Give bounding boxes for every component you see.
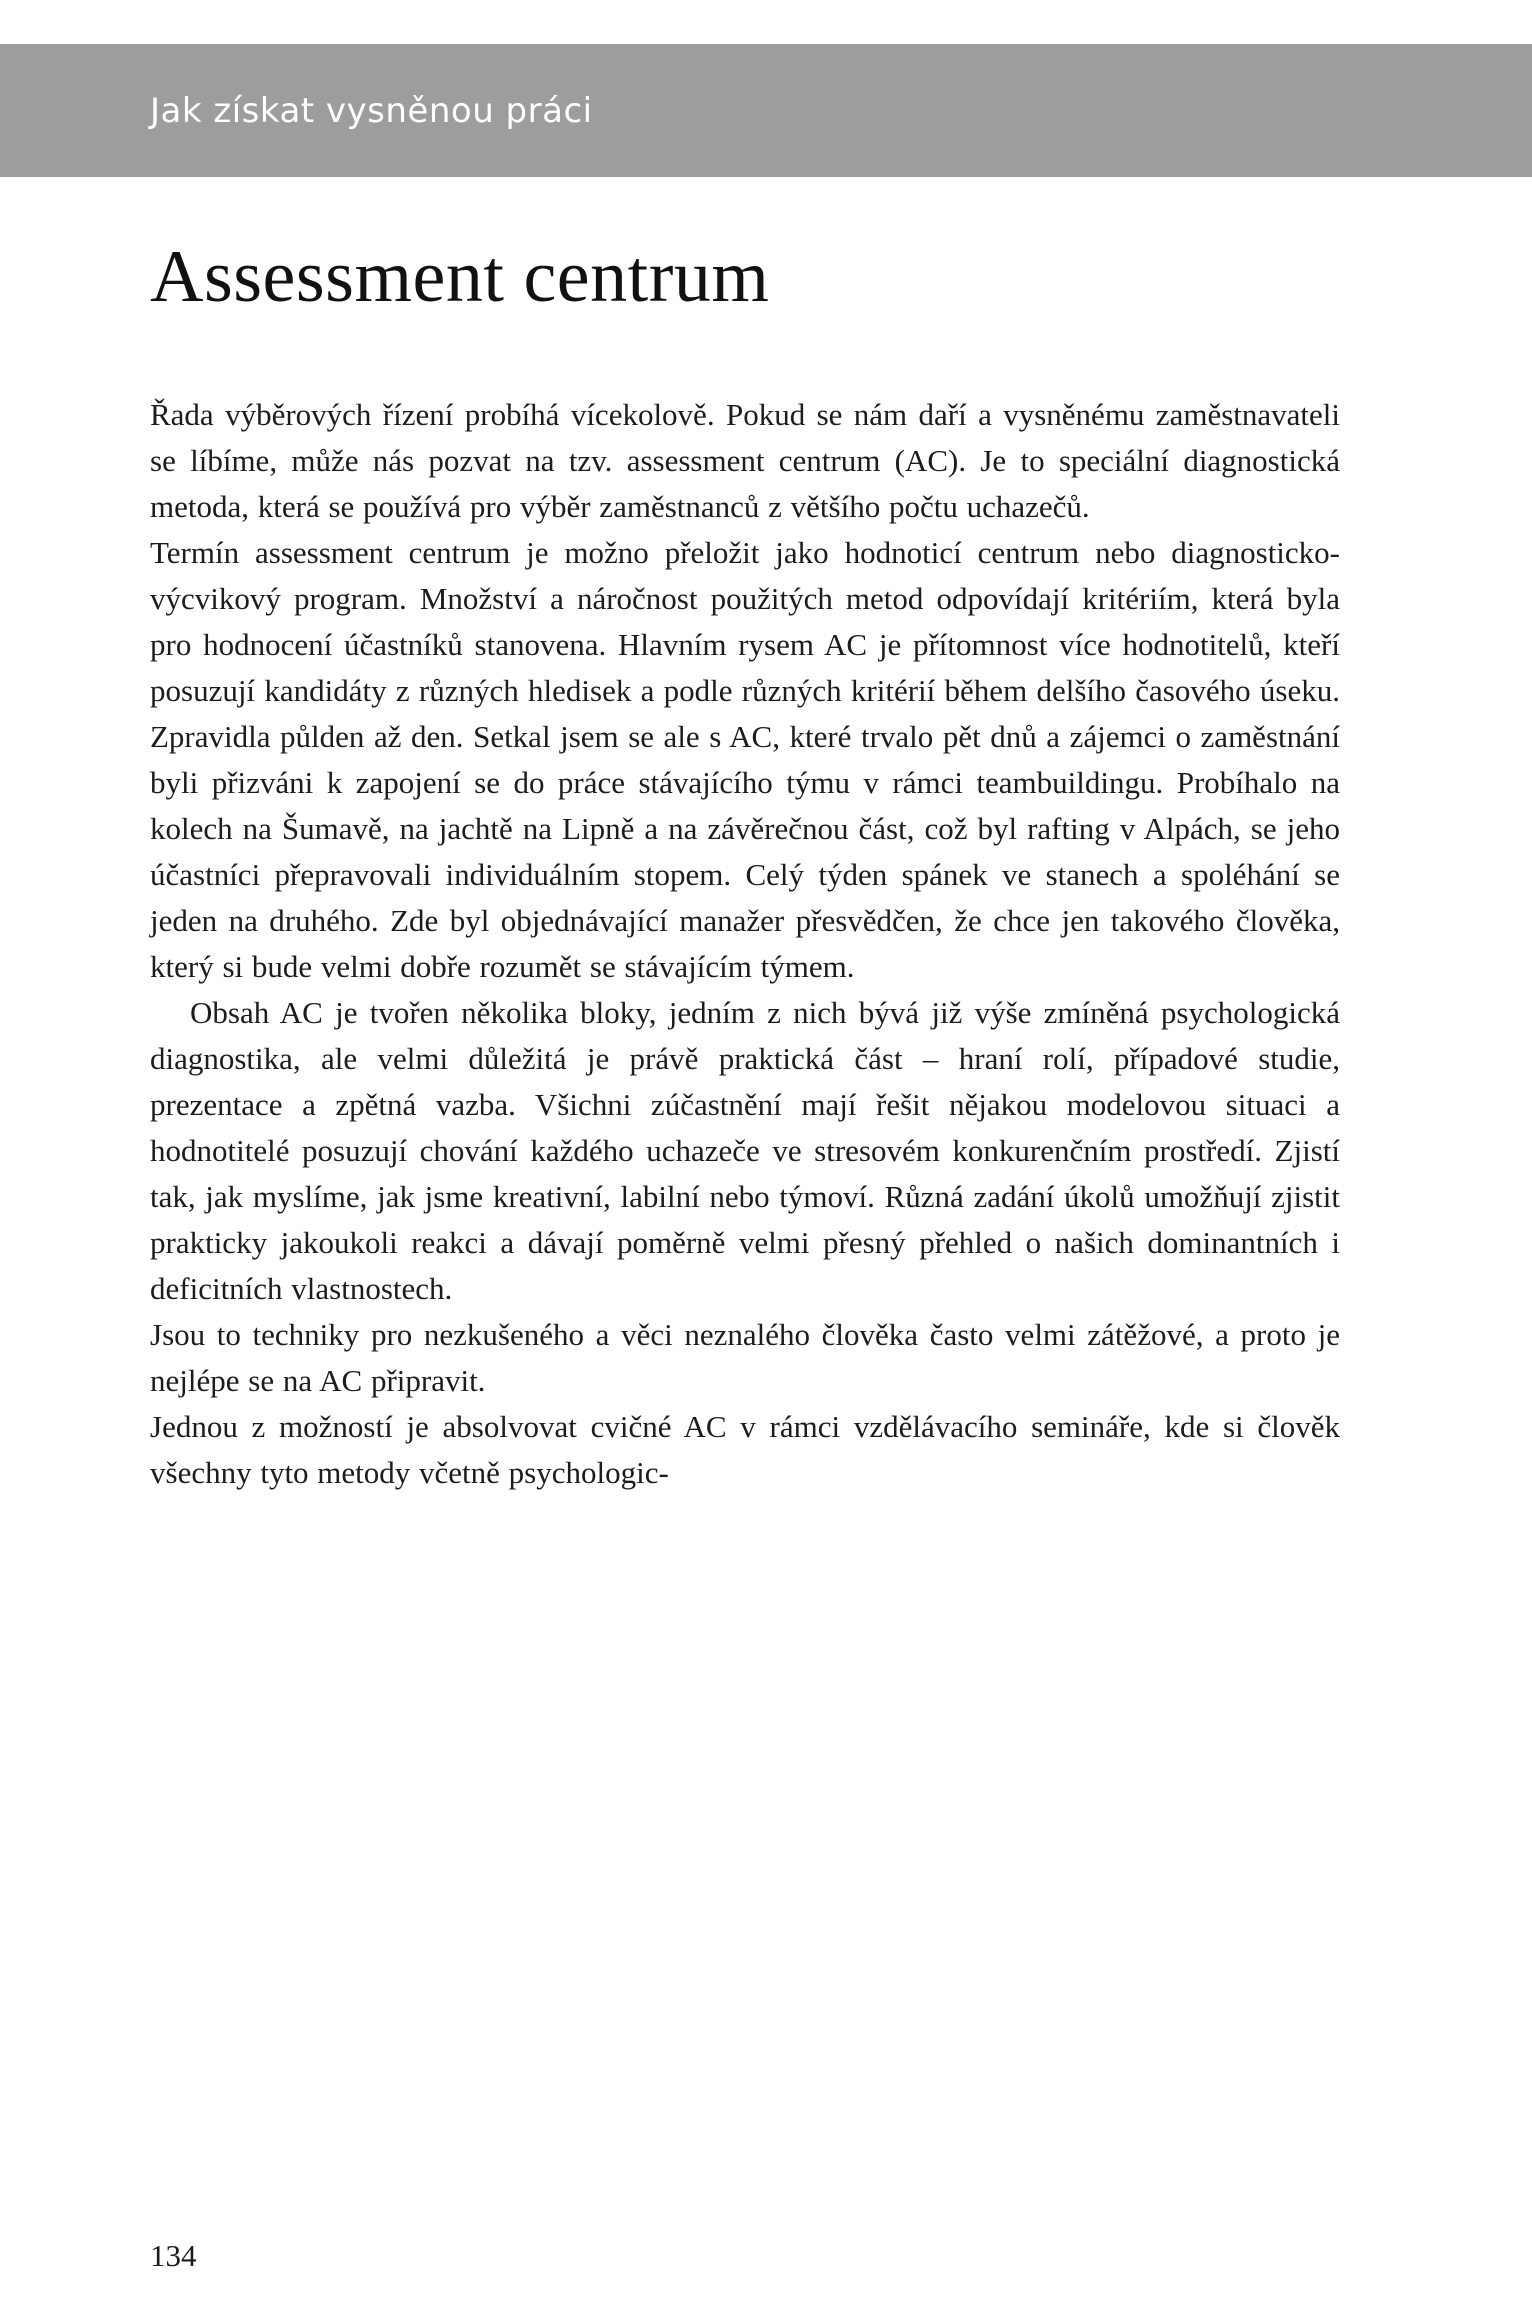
paragraph: Jednou z možností je absolvovat cvičné AC v rámci vzdělávacího semináře, kde si člověk všechny tyto metody včetně psychologic- [150, 1409, 1340, 1490]
body-text [150, 392, 1340, 1496]
page-title: Assessment centrum [150, 236, 770, 318]
paragraph: Řada výběrových řízení probíhá vícekolově. Pokud se nám daří a vysněnému zaměstnavateli se líbíme, může nás pozvat na tzv. assessment centrum (AC). Je to speciální diagnostická metoda, která se používá pro výběr zaměstnanců z většího počtu uchazečů. [150, 397, 1340, 524]
page-number: 134 [150, 2238, 197, 2273]
paragraph: Termín assessment centrum je možno přeložit jako hodnoticí centrum nebo diagnosticko-výcvikový program. Množství a náročnost použitých metod odpovídají kritériím, která byla pro hodnocení účastníků stanovena. Hlavním rysem AC je přítomnost více hodnotitelů, kteří posuzují kandidáty z různých hledisek a podle různých kritérií během delšího časového úseku. Zpravidla půlden až den. Setkal jsem se ale s AC, které trvalo pět dnů a zájemci o zaměstnání byli přizváni k zapojení se do práce stávajícího týmu v rámci teambuildingu. Probíhalo na kolech na Šumavě, na jachtě na Lipně a na závěrečnou část, což byl rafting v Alpách, se jeho účastníci přepravovali individuálním stopem. Celý týden spánek ve stanech a spoléhání se jeden na druhého. Zde byl objednávající manažer přesvědčen, že chce jen takového člověka, který si bude velmi dobře rozumět se stávajícím týmem. [150, 535, 1340, 984]
paragraph: Obsah AC je tvořen několika bloky, jedním z nich bývá již výše zmíněná psychologická diagnostika, ale velmi důležitá je právě praktická část – hraní rolí, případové studie, prezentace a zpětná vazba. Všichni zúčastnění mají řešit nějakou modelovou situaci a hodnotitelé posuzují chování každého uchazeče ve stresovém konkurenčním prostředí. Zjistí tak, jak myslíme, jak jsme kreativní, labilní nebo týmoví. Různá zadání úkolů umožňují zjistit prakticky jakoukoli reakci a dávají poměrně velmi přesný přehled o našich dominantních i deficitních vlastnostech. [150, 995, 1340, 1306]
chapter-header-bar [0, 44, 1532, 177]
paragraph: Jsou to techniky pro nezkušeného a věci neznalého člověka často velmi zátěžové, a proto je nejlépe se na AC připravit. [150, 1317, 1340, 1398]
running-header: Jak získat vysněnou práci [150, 90, 593, 131]
